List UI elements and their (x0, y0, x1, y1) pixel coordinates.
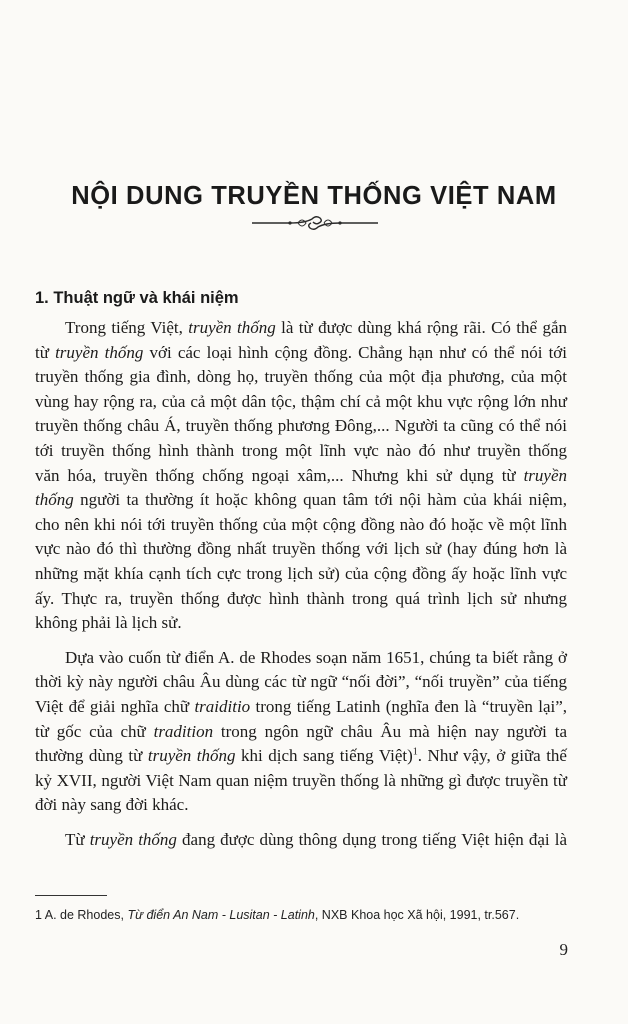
text-line: Trong tiếng Việt, truyền thống là từ được dùng khá rộng rãi. Có thể gắn (65, 318, 567, 337)
text-line: Việt để giải nghĩa chữ traiditio trong tiếng Latinh (nghĩa đen là “truyền lại”, (35, 696, 568, 716)
text-line: tới truyền thống hình thành trong một lĩnh vực nào đó như truyền thống (35, 440, 567, 460)
flourish-ornament-icon (250, 211, 380, 233)
footnote-ref: 1 (412, 746, 418, 758)
body-text (35, 316, 567, 852)
text-line: kỷ XVII, người Việt Nam quan niệm truyền thống là những gì được truyền từ (35, 770, 567, 790)
text-line: đời này sang đời khác. (35, 795, 189, 815)
text-line: cho nên khi nói tới truyền thống của một cộng đồng nào đó hoặc về một lĩnh (35, 514, 567, 534)
page-number: 9 (559, 940, 568, 959)
text-line: vùng hay rộng ra, của cả một dân tộc, thậm chí cả một khu vực rộng lớn như (35, 391, 567, 411)
text-line: truyền thống gia đình, dòng họ, truyền thống của một địa phương, của một (35, 367, 567, 387)
text-line: từ truyền thống với các loại hình cộng đồng. Chẳng hạn như có thể nói tới (35, 342, 568, 362)
text-line: thời kỳ này người châu Âu dùng các từ ngữ “nối đời”, “nối truyền” của tiếng (35, 672, 567, 692)
text-line: truyền thống châu Á, truyền thống phương Đông,... Người ta cũng có thể nói (35, 416, 567, 436)
text-line: vực nào đó thì thường đồng nhất truyền thống với lịch sử (hay đúng hơn là (35, 539, 567, 559)
text-line: Dựa vào cuốn từ điển A. de Rhodes soạn năm 1651, chúng ta biết rằng ở (65, 647, 567, 667)
text-line: Từ truyền thống đang được dùng thông dụng trong tiếng Việt hiện đại là (65, 829, 568, 849)
text-line: không phải là lịch sử. (35, 613, 182, 633)
text-line: từ gốc của chữ tradition trong ngôn ngữ châu Âu mà hiện nay người ta (35, 721, 567, 741)
text-line: những mặt khía cạnh tích cực trong lịch sử) của cộng đồng ấy hoặc lĩnh vực (35, 563, 567, 583)
text-line: ấy. Thực ra, truyền thống được hình thành trong quá trình lịch sử nhưng (35, 588, 567, 608)
footnote: 1 A. de Rhodes, Từ điển An Nam - Lusitan - Latinh, NXB Khoa học Xã hội, 1991, tr.567. (35, 908, 520, 922)
chapter-title: NỘI DUNG TRUYỀN THỐNG VIỆT NAM (71, 182, 557, 210)
text-line: thường dùng từ truyền thống khi dịch sang tiếng Việt)$^1$. Như vậy, ở giữa thế (35, 746, 567, 766)
footnote-divider (35, 895, 107, 896)
text-line: văn hóa, truyền thống chống ngoại xâm,... Nhưng khi sử dụng từ truyền (35, 465, 567, 485)
text-line: thống người ta thường ít hoặc không quan tâm tới nội hàm của khái niệm, (35, 490, 567, 510)
section-heading: 1. Thuật ngữ và khái niệm (35, 289, 239, 307)
